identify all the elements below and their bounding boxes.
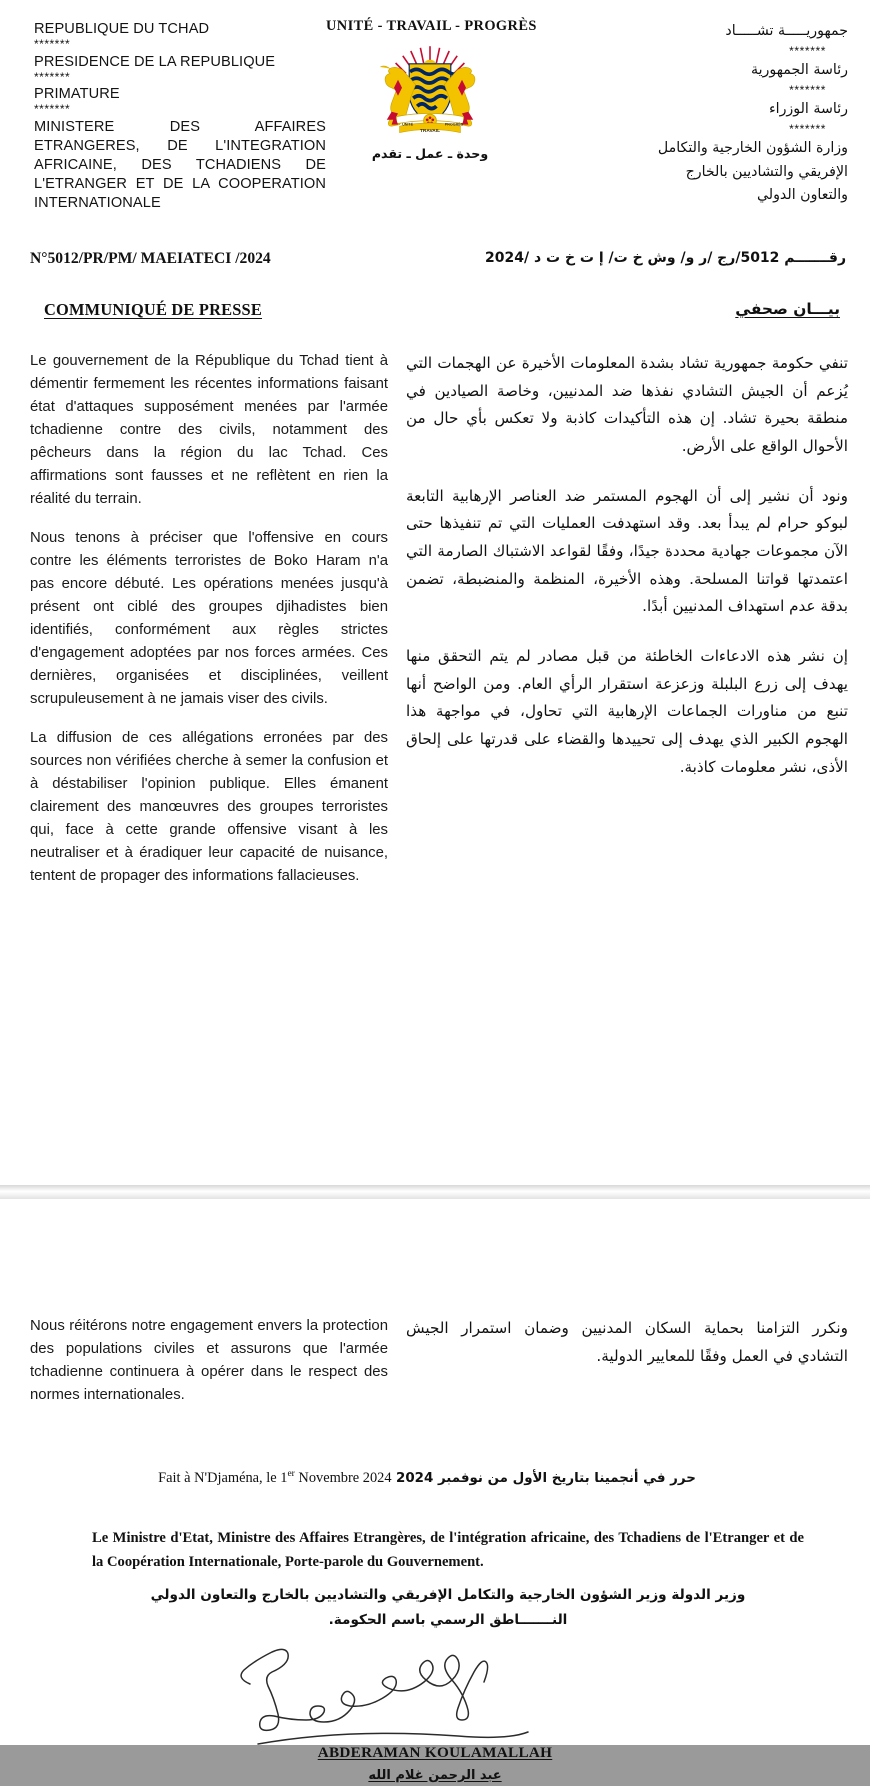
- header-stars-3: *******: [34, 102, 71, 117]
- header-stars-2-ar: *******: [789, 82, 826, 97]
- paragraph-fr-2: Nous tenons à préciser que l'offensive en cours contre les éléments terroristes de Boko Haram n'a pas encore débuté. Les opérations menées jusqu'à présent ont ciblé des groupes djihadistes bien identifiés, conformément aux règles strictes d'engagement adoptées par nos forces armées. Ces dernières, organisées et disciplinées, veillent scrupuleusement à ne jamais viser des civils.: [30, 530, 388, 708]
- body-two-column: [0, 350, 870, 904]
- paragraph-ar-1: تنفي حكومة جمهورية تشاد بشدة المعلومات الأخيرة عن الهجمات التي يُزعم أن الجيش التشادي نفذها ضد المدنيين، وخاصة الصيادين في منطقة بحيرة تشاد. إن هذه التأكيدات كاذبة ولا تعكس بأي حال من الأحوال الواقع على الأرض.: [406, 354, 848, 455]
- emblem-scroll-progres: PROGRÈS: [444, 122, 464, 127]
- signature-area: [0, 1636, 870, 1786]
- date-french-suffix: Novembre 2024: [294, 1470, 392, 1487]
- page2-two-column: [0, 1199, 870, 1407]
- header-presidency-line-ar: رئاسة الجمهورية: [750, 62, 848, 79]
- date-french: [158, 1470, 391, 1486]
- date-french-prefix: Fait à N'Djaména, le 1: [158, 1470, 288, 1487]
- header-ministry-line-ar-1: وزارة الشؤون الخارجية والتكامل: [657, 140, 848, 157]
- signature-title-block: [0, 1527, 870, 1634]
- document-header: [0, 0, 870, 250]
- signer-name-arabic: عبد الرحمن غلام الله: [368, 1767, 502, 1783]
- paragraph-ar-2: ونود أن نشير إلى أن الهجوم المستمر ضد العناصر الإرهابية التابعة لبوكو حرام لم يبدأ بعد. وقد استهدفت العمليات التي تم تنفيذها حتى الآن مجموعات جهادية محددة جيدًا، وفقًا لقواعد الاشتباك الصارمة التي اعتمدتها قواتنا المسلحة. وهذه الأخيرة، المنظمة والمنضبطة، تضمن بدقة عدم استهداف المدنيين أبدًا.: [406, 486, 848, 616]
- paragraph-fr-3: La diffusion de ces allégations erronées par des sources non vérifiées cherche à semer la confusion et à déstabiliser l'opinion publique. Elles émanent clairement des manœuvres des groupes terroristes qui, face à cette grande offensive visant à les neutraliser et à éradiquer leur capacité de nuisance, tentent de propager des informations fallacieuses.: [30, 730, 388, 885]
- emblem-scroll-travail: TRAVAIL: [419, 128, 441, 134]
- page-title-french: COMMUNIQUÉ DE PRESSE: [44, 300, 263, 319]
- header-left-french: [34, 20, 326, 213]
- reference-number-row: [0, 250, 870, 294]
- reference-number-arabic: رقـــــــم 5012/رج /ر و/ وش خ ت/ إ ت خ ت د /2024: [485, 250, 846, 266]
- header-ministry-line: MINISTERE DES AFFAIRES ETRANGERES, DE L'INTEGRATION AFRICAINE, DES TCHADIENS DE L'ETRANGER ET DE LA COOPERATION INTERNATIONALE: [34, 118, 326, 211]
- page-separator: [0, 1185, 870, 1199]
- page2-paragraph-arabic: ونكرر التزامنا بحماية السكان المدنيين وضمان استمرار الجيش التشادي في العمل وفقًا للمعايير الدولية.: [406, 1319, 848, 1365]
- page2-paragraph-french: Nous réitérons notre engagement envers la protection des populations civiles et assurons que l'armée tchadienne continuera à opérer dans le respect des normes internationales.: [30, 1318, 388, 1404]
- reference-number-french: N°5012/PR/PM/ MAEIATECI /2024: [30, 250, 271, 267]
- header-stars-3-ar: *******: [789, 121, 826, 136]
- sheet-page-2: [0, 1199, 870, 1783]
- paragraph-ar-3: إن نشر هذه الادعاءات الخاطئة من قبل مصادر لم يتم التحقق منها يهدف إلى زرع البلبلة وزعزعة استقرار الرأي العام. ومن الواضح أنها تنبع من مناورات الجماعات الإرهابية التي تحاول، في مواجهة هذا الهجوم الكبير الذي يهدف إلى تحييدها والقضاء على قدرتها على إلحاق الأذى، نشر معلومات كاذبة.: [406, 646, 848, 776]
- emblem-scroll-unite: UNITÉ: [402, 122, 414, 127]
- signer-name-french: ABDERAMAN KOULAMALLAH: [317, 1743, 553, 1761]
- date-french-ordinal: er: [287, 1469, 295, 1480]
- signature-title-arabic-line-1: وزير الدولة وزير الشؤون الخارجية والتكامل الإفريقي والتشاديين بالخارج والتعاون الدولي: [150, 1587, 746, 1604]
- header-primature-line: PRIMATURE: [34, 86, 120, 103]
- header-republic-line-ar: جمهوريـــــة تشـــــاد: [725, 23, 848, 39]
- body-column-french: [30, 350, 388, 904]
- chad-coat-of-arms-icon: [326, 43, 534, 144]
- header-stars-1-ar: *******: [789, 43, 826, 58]
- header-stars-1: *******: [34, 36, 71, 51]
- motto-french: UNITÉ - TRAVAIL - PROGRÈS: [326, 18, 537, 34]
- signature-title-french: Le Ministre d'Etat, Ministre des Affaires Etrangères, de l'intégration africaine, des Tchadiens de l'Etranger et de la Coopération Internationale, Porte-parole du Gouvernement.: [92, 1530, 804, 1570]
- header-center-emblem-area: [326, 18, 537, 161]
- signature-title-arabic: [92, 1583, 804, 1633]
- signature-title-arabic-line-2: النـــــــاطق الرسمي باسم الحكومة.: [328, 1612, 568, 1629]
- title-row: [0, 294, 870, 350]
- paragraph-fr-1: Le gouvernement de la République du Tchad tient à démentir fermement les récentes informations faisant état d'attaques supposément menées par l'armée tchadienne contre des civils, notamment des pêcheurs dans la région du lac Tchad. Ces affirmations sont fausses et ne reflètent en rien la réalité du terrain.: [30, 353, 388, 508]
- header-presidency-line: PRESIDENCE DE LA REPUBLIQUE: [34, 53, 276, 70]
- header-republic-line: REPUBLIQUE DU TCHAD: [34, 21, 210, 37]
- date-arabic: حرر في أنجمينا بتاريخ الأول من نوفمبر 2024: [396, 1471, 696, 1487]
- date-row: [0, 1469, 870, 1499]
- page-title-arabic: بيـــان صحفي: [735, 300, 840, 318]
- motto-arabic: وحدة ـ عمل ـ تقدم: [371, 146, 489, 161]
- header-stars-2: *******: [34, 69, 71, 84]
- header-right-arabic: [558, 20, 848, 208]
- header-ministry-line-ar-3: والتعاون الدولي: [756, 186, 848, 203]
- header-ministry-line-ar-2: الإفريقي والتشاديين بالخارج: [685, 163, 848, 180]
- header-primature-line-ar: رئاسة الوزراء: [768, 101, 848, 118]
- body-column-arabic: [406, 350, 848, 904]
